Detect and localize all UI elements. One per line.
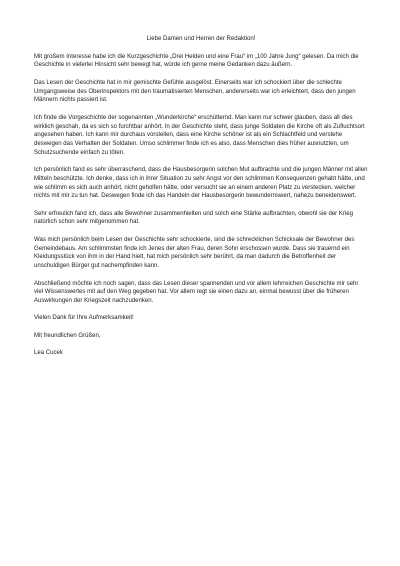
letter: [34, 35, 368, 358]
letter-thanks: Vielen Dank für Ihre Aufmerksamkeit!: [34, 315, 134, 322]
letter-paragraph: Mit großem Interesse habe ich die Kurzgeschichte „Drei Helden und eine Frau“ im „100 Jahre Jung“ gelesen. Da mich die Geschichte in vielerlei Hinsicht sehr bewegt hat, würde ich gerne meine Gedanken dazu äußern.: [34, 53, 359, 69]
letter-paragraph: Sehr erfreulich fand ich, dass alle Bewohner zusammenhielten und solch eine Stärke aufbrachten, obwohl sie der Krieg natürlich schon sehr mitgenommen hat.: [34, 210, 353, 226]
letter-paragraph: Ich finde die Vorgeschichte der sogenannten „Wunderkirche“ erschütternd. Man kann nur schwer glauben, dass all dies wirklich geschah, da es sich so furchtbar anhört. In der Geschichte steht, dass junge Soldaten die Kirche oft als Zufluchtsort angesehen haben. Ich kann mir durchaus vorstellen, dass eine Kirche schöner ist als ein Schlachtfeld und verstehe deswegen das Verhalten der Soldaten. Umso schlimmer finde ich es also, dass Menschen dies früher ausnutzten, um Schutzsuchende einfach zu töten.: [34, 114, 365, 156]
letter-paragraph: Ich persönlich fand es sehr überraschend, dass die Hausbesorgerin solchen Mut aufbrachte und die jungen Männer mit allen Mitteln beschützte. Ich denke, dass ich in ihrer Situation zu sehr Angst vor den schlimmen Konsequenzen gehabt hätte, und wie schlimm es sich auch anhört, nicht geholfen hätte, oder versucht sie an einem anderen Platz zu verstecken, welcher nichts mit mir zu tun hat. Deswegen finde ich das Handeln der Hausbesorgerin bewundernswert, nahezu beneidenswert.: [34, 167, 368, 200]
letter-paragraph: Was mich persönlich beim Lesen der Geschichte sehr schockierte, sind die schrecklichen Schicksale der Bewohner des Gemeindebaus. Am schlimmsten finde ich Jenes der alten Frau, deren Sohn erschossen wurde. Dass sie trauernd ein Kleidungsstück von ihm in der Hand hielt, hat mich persönlich sehr berührt, da man dadurch die Betroffenheit der unschuldigen Bürger gut nachempfinden kann.: [34, 236, 355, 270]
letter-paragraph: Abschließend möchte ich noch sagen, dass das Lesen dieser spannenden und vor allem lehrreichen Geschichte mir sehr viel Wissenswertes mit auf den Weg gegeben hat. Vor allem regt sie einen dazu an, einmal bewusst über die früheren Auswirkungen der Kriegszeit nachzudenken.: [34, 280, 359, 304]
letter-salutation: Liebe Damen und Herren der Redaktion!: [146, 36, 256, 42]
letter-closing: Mit freundlichen Grüßen,: [34, 332, 101, 339]
letter-paragraph: Das Lesen der Geschichte hat in mir gemischte Gefühle ausgelöst. Einerseits war ich schockiert über die schlechte Umgangsweise des Oberinspektors mit den traumatisierten Menschen, andererseits war ich erleichtert, dass den jungen Männern nichts passiert ist.: [34, 79, 356, 104]
letter-signature: Lea Cucek: [34, 350, 63, 357]
